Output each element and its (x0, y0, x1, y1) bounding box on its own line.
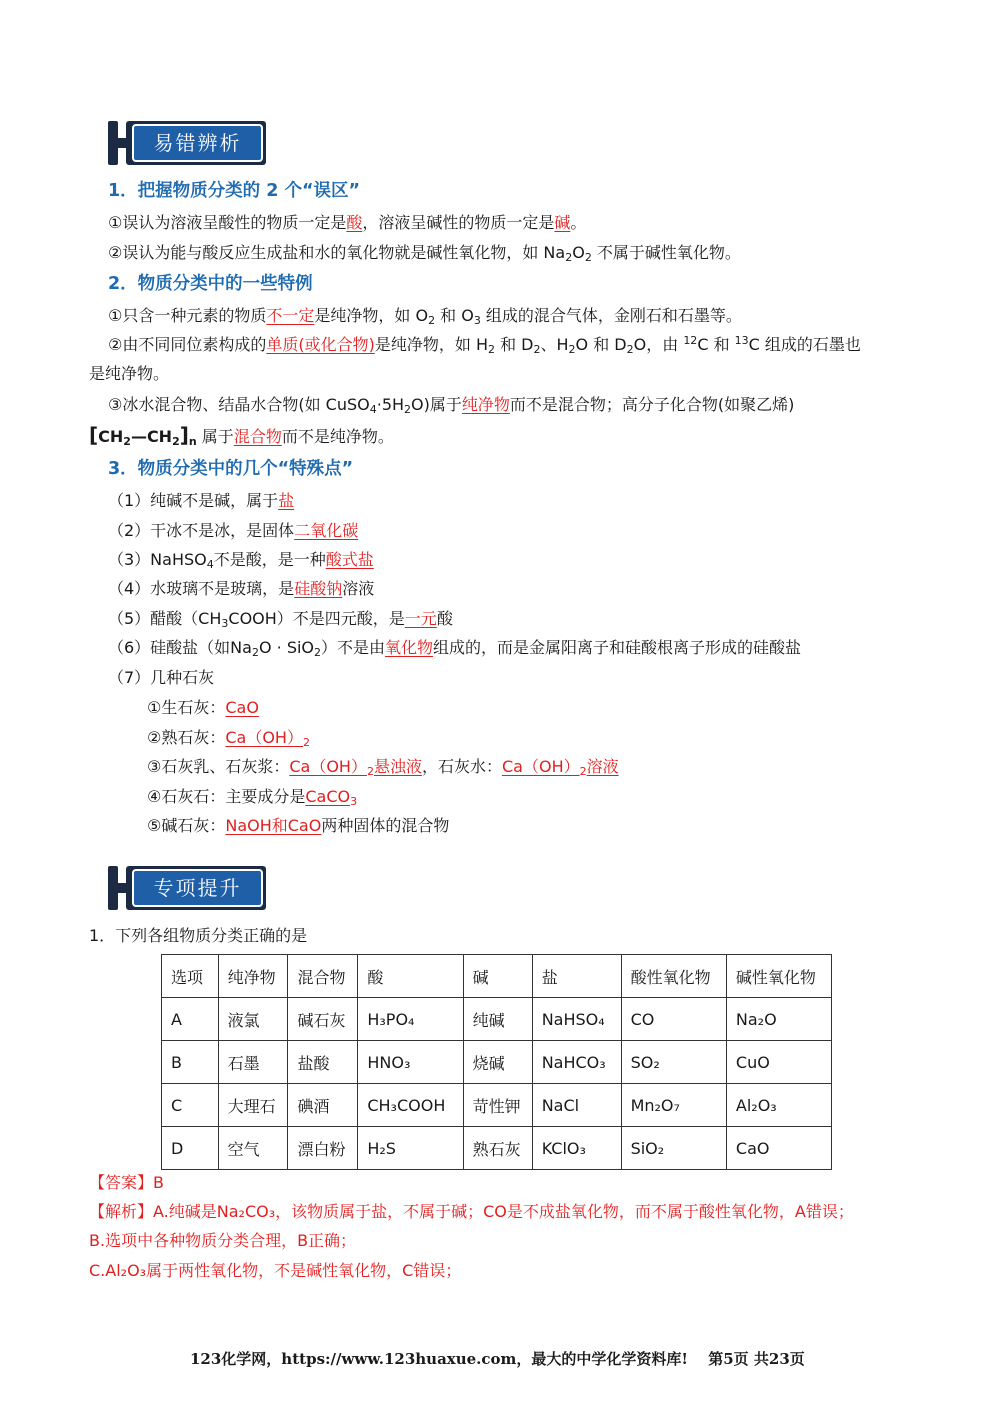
analysis-line-2: B.选项中各种物质分类合理，B正确； (89, 1231, 357, 1250)
table-cell: D (162, 1127, 219, 1170)
analysis-line-1: 【解析】A.纯碱是Na₂CO₃，该物质属于盐，不属于碱；CO是不成盐氧化物，而不属于酸性氧化物，A错误； (89, 1202, 854, 1221)
table-cell: CO (621, 998, 726, 1041)
table-cell: 纯碱 (463, 998, 532, 1041)
heading-1: 1．把握物质分类的 2 个“误区” (108, 181, 361, 201)
table-cell: 盐酸 (288, 1041, 358, 1084)
table-cell: NaHSO₄ (532, 998, 621, 1041)
section-banner-errors (108, 121, 266, 165)
question-text: 1．下列各组物质分类正确的是 (89, 926, 308, 945)
paragraph-misconception-2: ②误认为能与酸反应生成盐和水的氧化物就是碱性氧化物，如 $Na_2O_2$ 不属于碱性氧化物。 (108, 243, 741, 264)
section-title: 易错辨析 (153, 131, 242, 155)
lime-item: ④石灰石：主要成分是CaCO$_3$ (147, 787, 358, 808)
heading-3: 3．物质分类中的几个“特殊点” (108, 459, 354, 479)
lime-item: ⑤碱石灰：NaOH和CaO两种固体的混合物 (147, 816, 450, 835)
lime-item: ③石灰乳、石灰浆：$Ca(OH)_2$悬浊液，石灰水：$Ca(OH)_2$溶液 (147, 757, 619, 778)
table-header-cell: 酸性氧化物 (621, 955, 726, 998)
classification-table (161, 954, 832, 1170)
table-cell: H₂S (358, 1127, 463, 1170)
table-header-cell: 酸 (358, 955, 463, 998)
list-item: （5）醋酸$(CH_3COOH)$不是四元酸，是一元酸 (108, 609, 453, 630)
table-cell: HNO₃ (358, 1041, 463, 1084)
table-cell: KClO₃ (532, 1127, 621, 1170)
list-item: （1）纯碱不是碱，属于盐 (108, 491, 295, 510)
table-cell: 碱石灰 (288, 998, 358, 1041)
table-cell: 空气 (218, 1127, 288, 1170)
list-item: （6）硅酸盐（如$Na_2O \cdot SiO_2$）不是由氧化物组成的，而是金属阳离子和硅酸根离子形成的硅酸盐 (108, 638, 802, 659)
table-header-cell: 混合物 (288, 955, 358, 998)
table-cell: 大理石 (218, 1084, 288, 1127)
paragraph-misconception-1: ①误认为溶液呈酸性的物质一定是酸，溶液呈碱性的物质一定是碱。 (108, 213, 587, 232)
table-row (162, 998, 832, 1041)
table-header-cell: 纯净物 (218, 955, 288, 998)
list-item: （3）NaHSO$_4$不是酸，是一种酸式盐 (108, 550, 374, 571)
table-cell: CH₃COOH (358, 1084, 463, 1127)
table-cell: 熟石灰 (463, 1127, 532, 1170)
table-cell: Al₂O₃ (726, 1084, 831, 1127)
table-cell: CuO (726, 1041, 831, 1084)
page-footer: 123化学网，https://www.123huaxue.com，最大的中学化学资料库! 第5页 共23页 (190, 1350, 805, 1368)
table-cell: 碘酒 (288, 1084, 358, 1127)
table-row (162, 1127, 832, 1170)
table-row (162, 1041, 832, 1084)
answer-text: 【答案】B (89, 1173, 164, 1192)
table-cell: A (162, 998, 219, 1041)
table-cell: 漂白粉 (288, 1127, 358, 1170)
table-cell: 石墨 (218, 1041, 288, 1084)
table-cell: 液氯 (218, 998, 288, 1041)
table-cell: NaCl (532, 1084, 621, 1127)
paragraph-exception-2-cont: 是纯净物。 (89, 364, 170, 383)
paragraph-exception-1: ①只含一种元素的物质不一定是纯净物，如 $O_2$ 和 $O_3$ 组成的混合气体，金刚石和石墨等。 (108, 306, 742, 327)
table-cell: NaHCO₃ (532, 1041, 621, 1084)
section-banner-practice (108, 866, 266, 910)
section-title: 专项提升 (153, 876, 242, 900)
table-cell: SO₂ (621, 1041, 726, 1084)
table-header-cell: 盐 (532, 955, 621, 998)
table-cell: Na₂O (726, 998, 831, 1041)
paragraph-exception-3: ③冰水混合物、结晶水合物(如 $CuSO_4\cdot 5H_2O$)属于纯净物而不是混合物；高分子化合物(如聚乙烯) (108, 395, 795, 416)
table-row (162, 1084, 832, 1127)
heading-2: 2．物质分类中的一些特例 (108, 274, 313, 294)
table-cell: Mn₂O₇ (621, 1084, 726, 1127)
paragraph-exception-3-cont: $[CH_2—CH_2]_n$ 属于混合物而不是纯净物。 (89, 423, 394, 448)
lime-item: ①生石灰：CaO (147, 698, 259, 717)
table-cell: 烧碱 (463, 1041, 532, 1084)
table-header-cell: 选项 (162, 955, 219, 998)
table-header-row (162, 955, 832, 998)
analysis-line-3: C.Al₂O₃属于两性氧化物，不是碱性氧化物，C错误； (89, 1261, 462, 1280)
lime-item: ②熟石灰：$Ca(OH)_2$ (147, 728, 310, 749)
paragraph-exception-2: ②由不同同位素构成的单质(或化合物)是纯净物，如 $H_2$ 和 $D_2$、$H_2O$ 和 $D_2O$，由 $^{12}$C 和 $^{13}$C 组成的石墨也 (108, 334, 861, 356)
table-cell: CaO (726, 1127, 831, 1170)
table-cell: B (162, 1041, 219, 1084)
table-cell: 苛性钾 (463, 1084, 532, 1127)
table-cell: H₃PO₄ (358, 998, 463, 1041)
table-header-cell: 碱 (463, 955, 532, 998)
table-cell: C (162, 1084, 219, 1127)
table-header-cell: 碱性氧化物 (726, 955, 831, 998)
table-cell: SiO₂ (621, 1127, 726, 1170)
list-item: （2）干冰不是冰，是固体二氧化碳 (108, 521, 359, 540)
list-item: （4）水玻璃不是玻璃，是硅酸钠溶液 (108, 579, 375, 598)
list-item: （7）几种石灰 (108, 668, 215, 687)
